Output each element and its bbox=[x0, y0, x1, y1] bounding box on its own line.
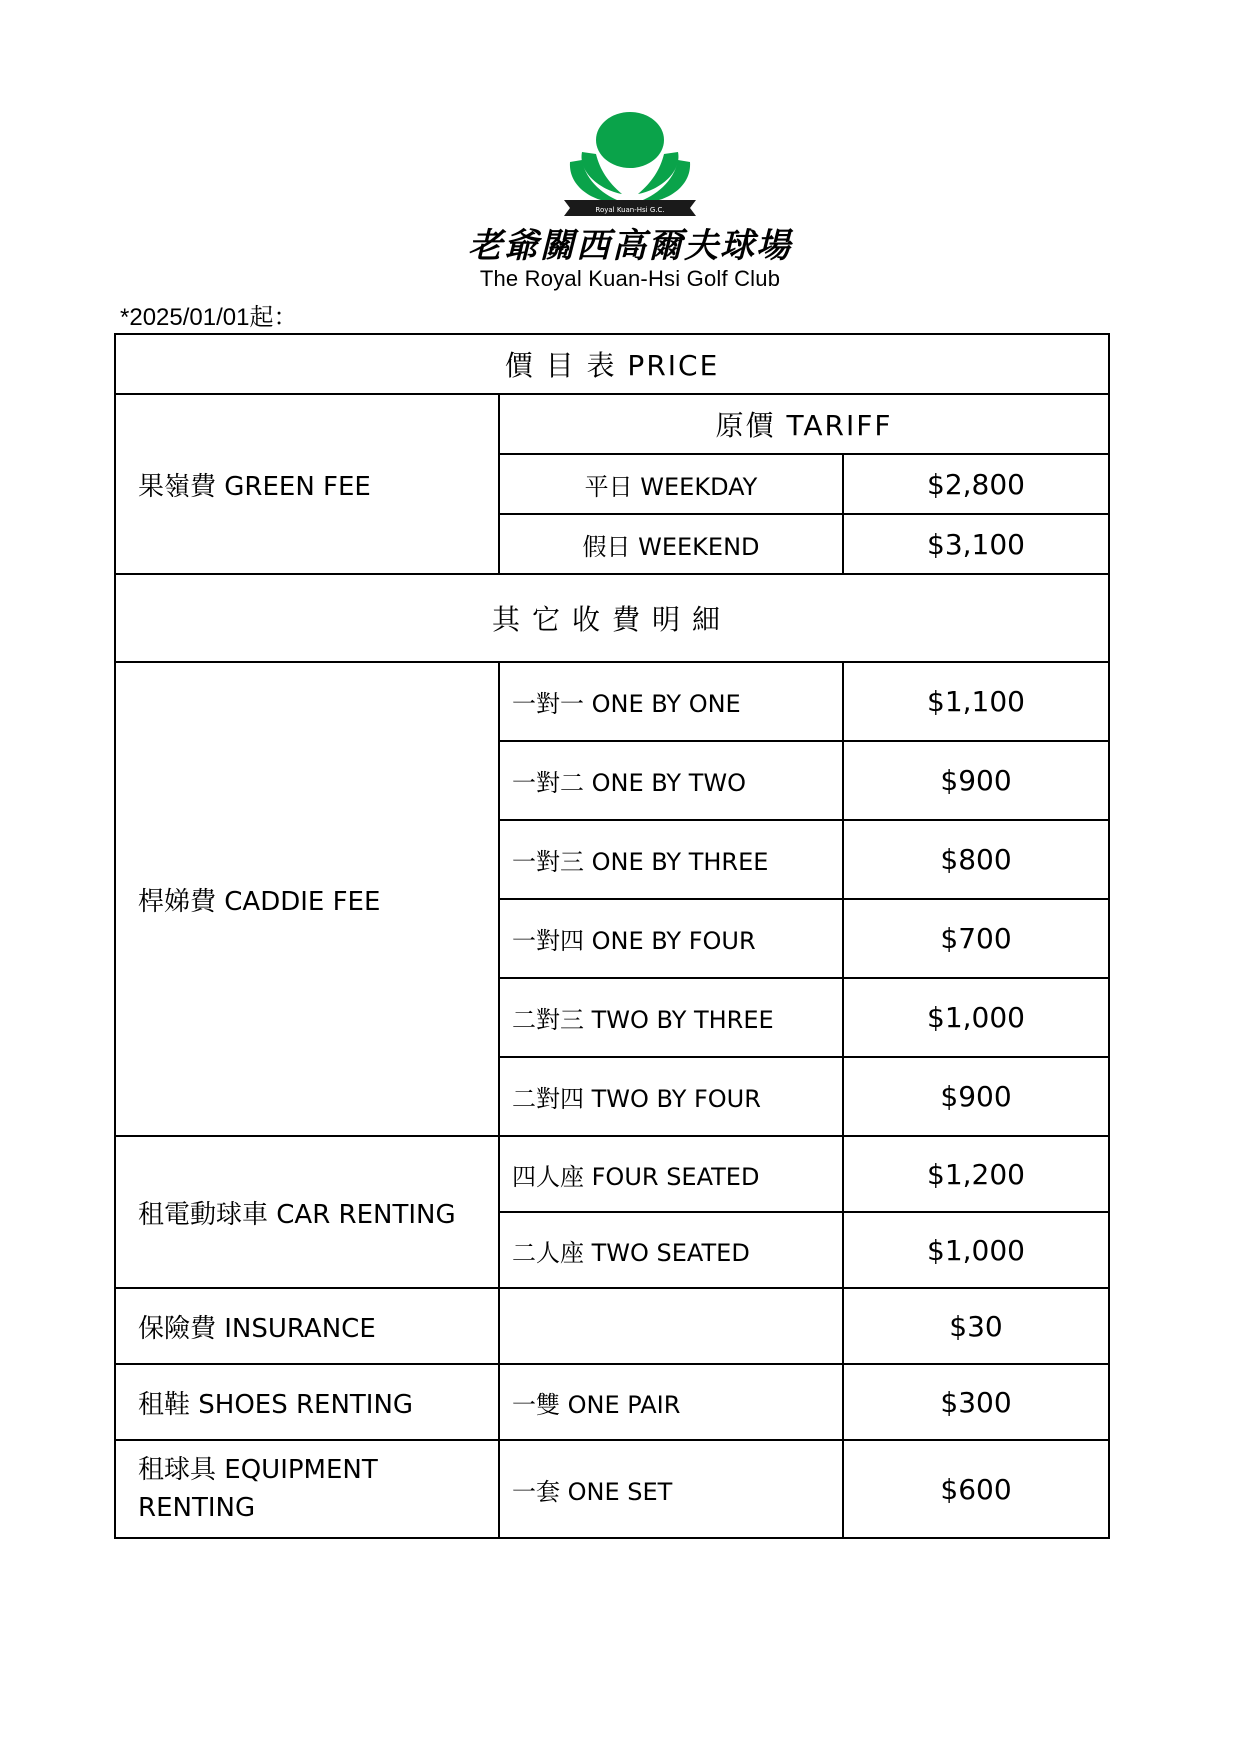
weekend-label: 假日 WEEKEND bbox=[499, 514, 843, 574]
caddie-option-label: 一對三 ONE BY THREE bbox=[499, 820, 843, 899]
logo-ribbon-text: Royal Kuan-Hsi G.C. bbox=[595, 206, 665, 214]
table-row bbox=[115, 334, 1109, 394]
insurance-price: $30 bbox=[843, 1288, 1109, 1364]
car-option-price: $1,200 bbox=[843, 1136, 1109, 1212]
equipment-renting-price: $600 bbox=[843, 1440, 1109, 1538]
other-fees-header: 其它收費明細 bbox=[115, 574, 1109, 662]
car-option-label: 二人座 TWO SEATED bbox=[499, 1212, 843, 1288]
table-row bbox=[115, 662, 1109, 741]
club-logo bbox=[440, 110, 820, 310]
shoes-renting-label: 租鞋 SHOES RENTING bbox=[115, 1364, 499, 1440]
table-row bbox=[115, 1364, 1109, 1440]
tariff-header: 原價 TARIFF bbox=[499, 394, 1109, 454]
shoes-renting-price: $300 bbox=[843, 1364, 1109, 1440]
equipment-renting-detail: 一套 ONE SET bbox=[499, 1440, 843, 1538]
caddie-option-price: $900 bbox=[843, 1057, 1109, 1136]
green-fee-label: 果嶺費 GREEN FEE bbox=[115, 394, 499, 574]
table-row bbox=[115, 1440, 1109, 1538]
caddie-fee-label: 桿娣費 CADDIE FEE bbox=[115, 662, 499, 1136]
weekday-label: 平日 WEEKDAY bbox=[499, 454, 843, 514]
caddie-option-price: $700 bbox=[843, 899, 1109, 978]
table-row bbox=[115, 394, 1109, 454]
insurance-label: 保險費 INSURANCE bbox=[115, 1288, 499, 1364]
caddie-option-label: 一對二 ONE BY TWO bbox=[499, 741, 843, 820]
equipment-renting-label: 租球具 EQUIPMENT RENTING bbox=[115, 1440, 499, 1538]
caddie-option-price: $1,100 bbox=[843, 662, 1109, 741]
caddie-option-label: 一對四 ONE BY FOUR bbox=[499, 899, 843, 978]
caddie-option-label: 一對一 ONE BY ONE bbox=[499, 662, 843, 741]
car-option-price: $1,000 bbox=[843, 1212, 1109, 1288]
effective-date: *2025/01/01起： bbox=[120, 304, 298, 331]
price-table-title: 價 目 表 PRICE bbox=[115, 334, 1109, 394]
price-table bbox=[114, 333, 1110, 1539]
logo-chinese-name: 老爺關西高爾夫球場 bbox=[468, 226, 792, 266]
caddie-option-price: $800 bbox=[843, 820, 1109, 899]
table-row bbox=[115, 1136, 1109, 1212]
caddie-option-label: 二對四 TWO BY FOUR bbox=[499, 1057, 843, 1136]
insurance-detail bbox=[499, 1288, 843, 1364]
table-row bbox=[115, 574, 1109, 662]
weekday-price: $2,800 bbox=[843, 454, 1109, 514]
caddie-option-price: $1,000 bbox=[843, 978, 1109, 1057]
shoes-renting-detail: 一雙 ONE PAIR bbox=[499, 1364, 843, 1440]
car-option-label: 四人座 FOUR SEATED bbox=[499, 1136, 843, 1212]
weekend-price: $3,100 bbox=[843, 514, 1109, 574]
table-row bbox=[115, 1288, 1109, 1364]
caddie-option-price: $900 bbox=[843, 741, 1109, 820]
golf-ball-emblem-icon bbox=[560, 110, 700, 222]
logo-english-name: The Royal Kuan-Hsi Golf Club bbox=[479, 266, 781, 291]
car-renting-label: 租電動球車 CAR RENTING bbox=[115, 1136, 499, 1288]
caddie-option-label: 二對三 TWO BY THREE bbox=[499, 978, 843, 1057]
